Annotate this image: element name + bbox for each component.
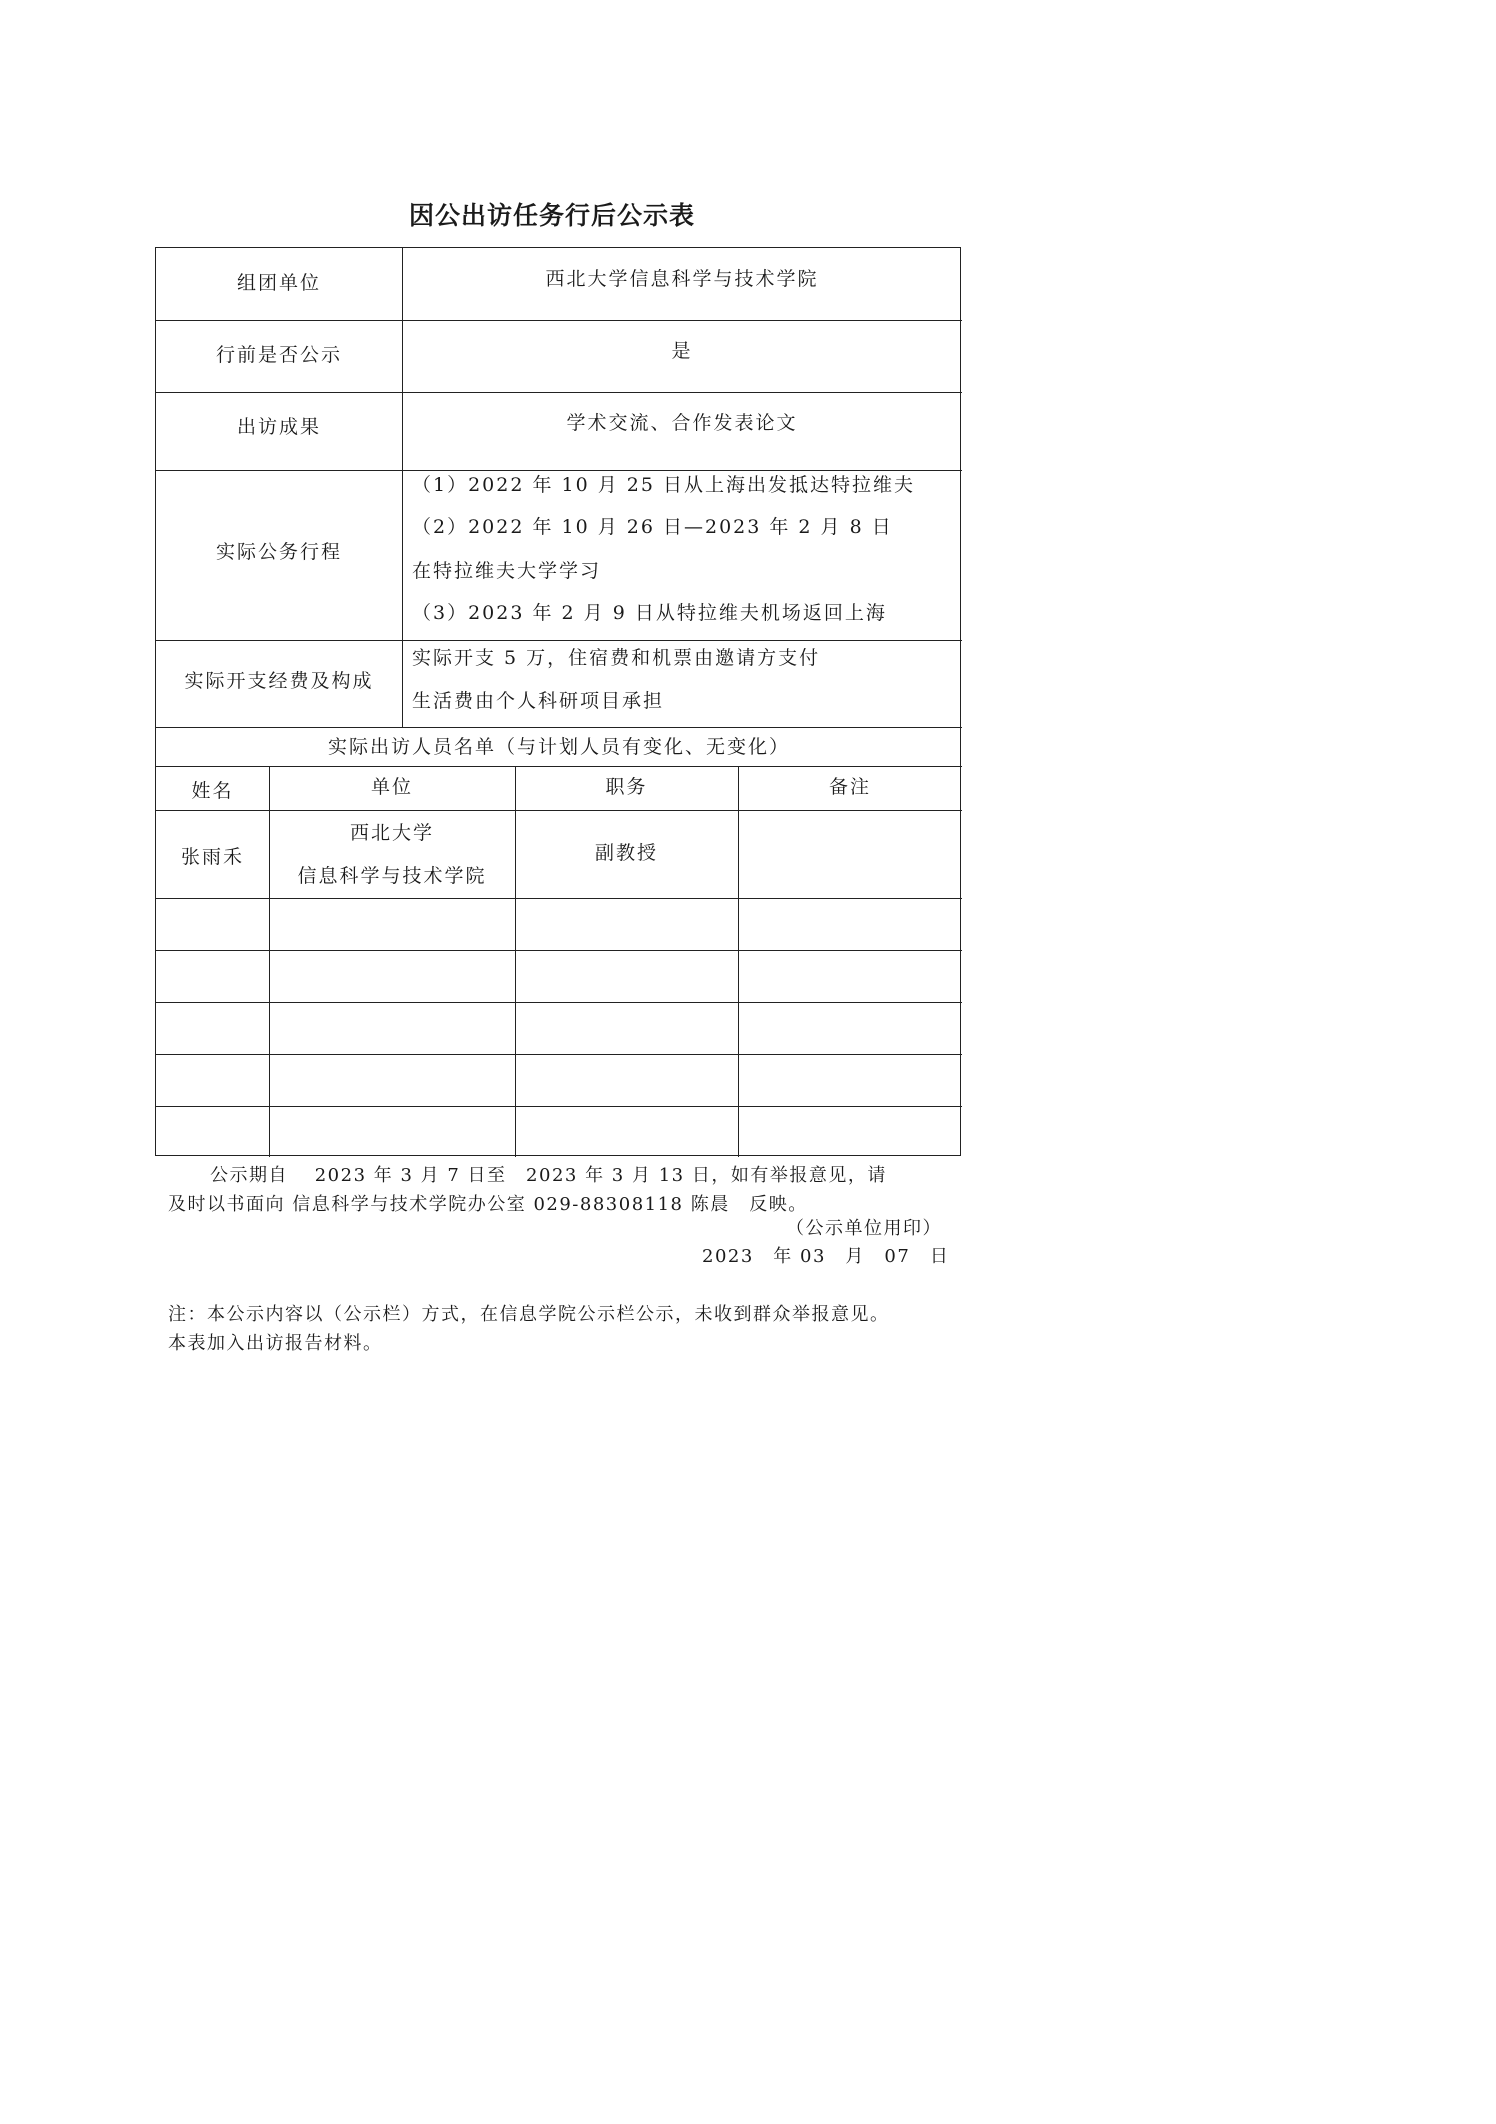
person-name: 张雨禾 — [180, 846, 244, 868]
row-divider — [156, 1106, 962, 1107]
row-divider — [156, 727, 962, 728]
row-divider — [156, 1002, 962, 1003]
column-header-name: 姓名 — [191, 780, 234, 802]
person-unit-line: 西北大学 — [349, 822, 434, 844]
results-label: 出访成果 — [236, 416, 321, 438]
expenses-label: 实际开支经费及构成 — [184, 670, 374, 692]
notice-line: 及时以书面向 信息科学与技术学院办公室 029-88308118 陈晨 反映。 — [168, 1194, 808, 1215]
row-divider — [156, 898, 962, 899]
itinerary-line: （3）2023 年 2 月 9 日从特拉维夫机场返回上海 — [412, 602, 887, 624]
column-divider — [515, 766, 516, 1157]
pre-publicity-label: 行前是否公示 — [215, 344, 342, 366]
column-divider — [738, 766, 739, 1157]
row-divider — [156, 810, 962, 811]
footnote-line: 注：本公示内容以（公示栏）方式，在信息学院公示栏公示，未收到群众举报意见。 — [168, 1304, 890, 1325]
pre-publicity-value: 是 — [671, 340, 693, 362]
row-divider — [156, 766, 962, 767]
column-header-unit: 单位 — [370, 776, 413, 798]
row-divider — [156, 392, 962, 393]
expenses-line: 生活费由个人科研项目承担 — [412, 690, 665, 712]
column-divider — [402, 248, 403, 727]
itinerary-line: （1）2022 年 10 月 25 日从上海出发抵达特拉维夫 — [412, 474, 915, 496]
column-header-remark: 备注 — [828, 776, 871, 798]
footnote-line: 本表加入出访报告材料。 — [168, 1333, 383, 1354]
itinerary-label: 实际公务行程 — [215, 541, 342, 563]
unit-value: 西北大学信息科学与技术学院 — [545, 268, 819, 290]
row-divider — [156, 950, 962, 951]
itinerary-line: （2）2022 年 10 月 26 日—2023 年 2 月 8 日 — [412, 516, 893, 538]
column-header-position: 职务 — [605, 776, 648, 798]
seal-note: （公示单位用印） — [786, 1218, 942, 1239]
document-title: 因公出访任务行后公示表 — [408, 201, 695, 230]
results-value: 学术交流、合作发表论文 — [566, 412, 798, 434]
expenses-line: 实际开支 5 万，住宿费和机票由邀请方支付 — [412, 647, 821, 669]
notice-date: 2023 年 03 月 07 日 — [702, 1246, 950, 1267]
unit-label: 组团单位 — [236, 272, 321, 294]
itinerary-line: 在特拉维夫大学学习 — [412, 560, 602, 582]
row-divider — [156, 320, 962, 321]
person-unit-line: 信息科学与技术学院 — [297, 865, 487, 887]
person-position: 副教授 — [594, 842, 658, 864]
row-divider — [156, 640, 962, 641]
personnel-heading: 实际出访人员名单（与计划人员有变化、无变化） — [327, 736, 790, 758]
publicity-table — [155, 247, 961, 1156]
notice-line: 公示期自 2023 年 3 月 7 日至 2023 年 3 月 13 日，如有举报意见，请 — [210, 1165, 887, 1186]
row-divider — [156, 1054, 962, 1055]
